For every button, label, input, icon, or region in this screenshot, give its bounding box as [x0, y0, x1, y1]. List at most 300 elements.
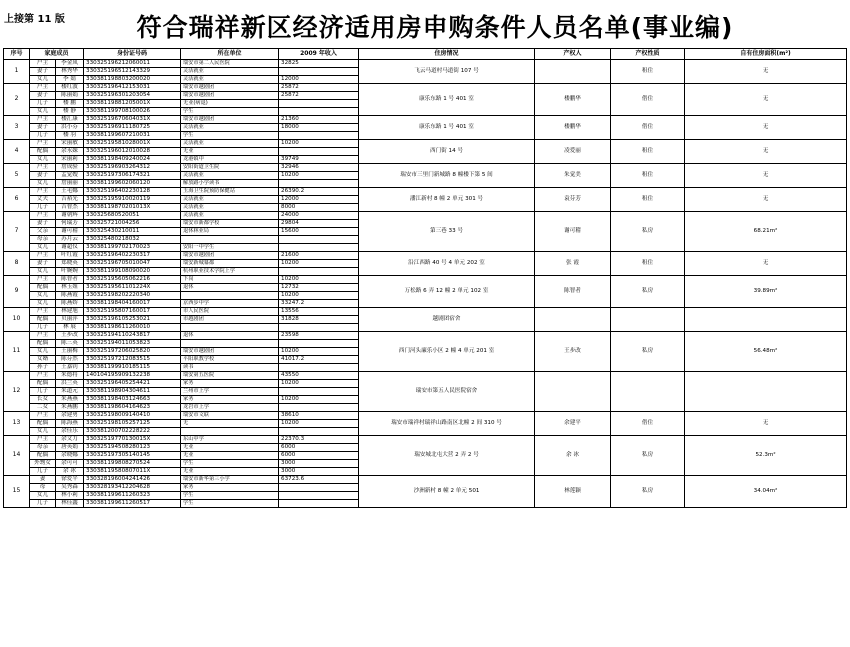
relation-cell: 女婿 — [30, 356, 56, 364]
owner-cell: 张 霞 — [535, 252, 611, 276]
name-cell: 陈三英 — [56, 340, 84, 348]
id-cell: 330325196903264312 — [84, 164, 181, 172]
name-cell: 谢朝辉 — [56, 212, 84, 220]
name-cell: 詹成验 — [56, 164, 84, 172]
relation-cell: 儿子 — [30, 100, 56, 108]
unit-cell: 学生 — [181, 500, 279, 508]
relation-cell: 女儿 — [30, 428, 56, 436]
area-cell: 无 — [685, 164, 847, 188]
table-row — [4, 60, 847, 68]
owner-cell — [535, 308, 611, 332]
unit-cell: 退休 — [181, 284, 279, 292]
page-header — [0, 0, 850, 48]
name-cell: 唐英娟 — [56, 444, 84, 452]
id-cell: 330381199808270524 — [84, 460, 181, 468]
seq-cell: 5 — [4, 164, 30, 188]
name-cell: 陈海燕 — [56, 420, 84, 428]
income-cell: 39749 — [279, 156, 359, 164]
relation-cell: 配偶 — [30, 452, 56, 460]
seq-cell: 11 — [4, 332, 30, 372]
id-cell: 330328196004241426 — [84, 476, 181, 484]
nature-cell: 借住 — [611, 116, 685, 140]
area-cell — [685, 308, 847, 332]
unit-cell — [181, 236, 279, 244]
name-cell: 林玉姐 — [56, 284, 84, 292]
relation-cell: 配偶 — [30, 148, 56, 156]
id-cell: 330325197305140145 — [84, 452, 181, 460]
relation-cell: 女儿 — [30, 492, 56, 500]
id-cell: 330325480218032 — [84, 236, 181, 244]
housing-cell: 瑞安市第五人民医院宿舍 — [359, 372, 535, 412]
relation-cell: 母亲 — [30, 444, 56, 452]
unit-cell: 瑞安市越剧团 — [181, 92, 279, 100]
id-cell: 330381199611260323 — [84, 492, 181, 500]
housing-cell: 沿江西路 40 号 4 单元 202 室 — [359, 252, 535, 276]
housing-cell: 康乐东路 1 号 401 室 — [359, 84, 535, 116]
income-cell: 24000 — [279, 212, 359, 220]
name-cell: 林 展 — [56, 324, 84, 332]
unit-cell: 灵活就业 — [181, 204, 279, 212]
name-cell: 朱燕燕 — [56, 396, 84, 404]
id-cell: 330325194011053823 — [84, 340, 181, 348]
unit-cell: 安阳一中学生 — [181, 244, 279, 252]
relation-cell: 儿子 — [30, 132, 56, 140]
housing-cell: 西门街 14 号 — [359, 140, 535, 164]
income-cell: 12732 — [279, 284, 359, 292]
income-cell — [279, 236, 359, 244]
owner-cell: 谢可稽 — [535, 212, 611, 252]
relation-cell: 母亲 — [30, 236, 56, 244]
id-cell: 330325194110243817 — [84, 332, 181, 340]
relation-cell: 女儿 — [30, 108, 56, 116]
header-row — [4, 49, 847, 60]
relation-cell: 外甥女 — [30, 460, 56, 468]
relation-cell: 父亲 — [30, 228, 56, 236]
name-cell: 楼 羽 — [56, 132, 84, 140]
income-cell: 21600 — [279, 252, 359, 260]
unit-cell: 解放路小学读书 — [181, 180, 279, 188]
income-cell — [279, 148, 359, 156]
relation-cell: 妻子 — [30, 68, 56, 76]
area-cell: 无 — [685, 116, 847, 140]
income-cell: 10200 — [279, 292, 359, 300]
id-cell: 330325195910020119 — [84, 196, 181, 204]
name-cell: 林秀华 — [56, 68, 84, 76]
owner-cell: 陈智者 — [535, 276, 611, 308]
owner-cell: 林莲颖 — [535, 476, 611, 508]
area-cell: 无 — [685, 412, 847, 436]
name-cell: 徐爱平 — [56, 476, 84, 484]
name-cell: 叶红霞 — [56, 252, 84, 260]
income-cell: 12000 — [279, 76, 359, 84]
col-header-seq: 序号 — [4, 49, 30, 60]
relation-cell: 户主 — [30, 252, 56, 260]
col-header-housing: 住房情况 — [359, 49, 535, 60]
housing-cell: 第三巷 33 号 — [359, 212, 535, 252]
name-cell: 王丽梅 — [56, 348, 84, 356]
relation-cell: 户主 — [30, 308, 56, 316]
income-cell — [279, 500, 359, 508]
id-cell: 330381199607210031 — [84, 132, 181, 140]
relation-cell: 配偶 — [30, 380, 56, 388]
unit-cell: 无 — [181, 420, 279, 428]
id-cell: 330325196705010047 — [84, 260, 181, 268]
id-cell: 330325198202220340 — [84, 292, 181, 300]
housing-cell: 西门河头廉乐小区 2 幢 4 单元 201 室 — [359, 332, 535, 372]
id-cell: 330328193412204628 — [84, 484, 181, 492]
income-cell: 33247.2 — [279, 300, 359, 308]
col-header-members: 家庭成员 — [30, 49, 84, 60]
unit-cell: 瑞安第五医院 — [181, 372, 279, 380]
name-cell: 余建勇 — [56, 412, 84, 420]
name-cell: 朱道元 — [56, 388, 84, 396]
relation-cell: 儿子 — [30, 324, 56, 332]
unit-cell: 灵活就业 — [181, 172, 279, 180]
unit-cell: 家务 — [181, 484, 279, 492]
id-cell: 330325195605062216 — [84, 276, 181, 284]
income-cell — [279, 180, 359, 188]
income-cell: 10200 — [279, 260, 359, 268]
relation-cell: 妻 — [30, 476, 56, 484]
income-cell: 3000 — [279, 468, 359, 476]
owner-cell — [535, 60, 611, 84]
unit-cell: 瑞安市新都学校 — [181, 220, 279, 228]
income-cell — [279, 388, 359, 396]
owner-cell: 楼鹏华 — [535, 84, 611, 116]
income-cell — [279, 244, 359, 252]
name-cell: 王步改 — [56, 332, 84, 340]
income-cell — [279, 132, 359, 140]
table-row — [4, 116, 847, 124]
name-cell: 陈芬然 — [56, 356, 84, 364]
name-cell: 谢可稽 — [56, 228, 84, 236]
name-cell: 宋丽莉 — [56, 156, 84, 164]
relation-cell: 妻子 — [30, 92, 56, 100]
relation-cell: 配偶 — [30, 316, 56, 324]
income-cell: 10200 — [279, 276, 359, 284]
table-row — [4, 140, 847, 148]
table-row — [4, 332, 847, 340]
seq-cell: 6 — [4, 188, 30, 212]
unit-cell: 安阳街道卫生院 — [181, 164, 279, 172]
housing-cell: 沙洲新村 8 幢 2 单元 501 — [359, 476, 535, 508]
relation-cell: 户主 — [30, 372, 56, 380]
id-cell: 330325197206025820 — [84, 348, 181, 356]
area-cell: 52.3m² — [685, 436, 847, 476]
id-cell: 330381200702228222 — [84, 428, 181, 436]
relation-cell: 户主 — [30, 60, 56, 68]
income-cell — [279, 108, 359, 116]
id-cell: 330325194508280123 — [84, 444, 181, 452]
name-cell: 郑晓英 — [56, 260, 84, 268]
relation-cell: 女儿 — [30, 268, 56, 276]
income-cell: 15600 — [279, 228, 359, 236]
id-cell: 330381198904304611 — [84, 388, 181, 396]
nature-cell: 租住 — [611, 164, 685, 188]
id-cell: 330325196512143329 — [84, 68, 181, 76]
seq-cell: 1 — [4, 60, 30, 84]
owner-cell: 王步改 — [535, 332, 611, 372]
housing-cell: 飞云马道村马道街 107 号 — [359, 60, 535, 84]
income-cell — [279, 492, 359, 500]
unit-cell: 龙岩市上学 — [181, 404, 279, 412]
id-cell: 33032519770130015X — [84, 436, 181, 444]
name-cell: 何瑞芳 — [56, 220, 84, 228]
seq-cell: 13 — [4, 412, 30, 436]
name-cell: 余可可 — [56, 460, 84, 468]
unit-cell: 学生 — [181, 108, 279, 116]
unit-cell: 无业 — [181, 468, 279, 476]
income-cell: 6000 — [279, 444, 359, 452]
id-cell: 330325196405254421 — [84, 380, 181, 388]
name-cell: 谢超仪 — [56, 244, 84, 252]
income-cell — [279, 364, 359, 372]
col-header-unit: 所在单位 — [181, 49, 279, 60]
owner-cell: 余建平 — [535, 412, 611, 436]
id-cell: 330325680520051 — [84, 212, 181, 220]
table-row — [4, 308, 847, 316]
relation-cell: 女儿 — [30, 292, 56, 300]
housing-cell: 瑞安城北屯大营 2 弄 2 号 — [359, 436, 535, 476]
area-cell: 无 — [685, 84, 847, 116]
col-header-area: 自有住房面积(m²) — [685, 49, 847, 60]
relation-cell: 母 — [30, 484, 56, 492]
nature-cell: 私房 — [611, 212, 685, 252]
name-cell: 余晓娜 — [56, 452, 84, 460]
col-header-nature: 产权性质 — [611, 49, 685, 60]
unit-cell: 瑞安市文联 — [181, 412, 279, 420]
seq-cell: 8 — [4, 252, 30, 276]
unit-cell: 杭州职业技术学院上学 — [181, 268, 279, 276]
income-cell — [279, 268, 359, 276]
relation-cell: 妻子 — [30, 260, 56, 268]
id-cell: 33038119580807011X — [84, 468, 181, 476]
name-cell: 朱燕鹏 — [56, 404, 84, 412]
housing-cell: 万松路 6 弄 12 幢 2 单元 102 室 — [359, 276, 535, 308]
unit-cell: 灵活就业 — [181, 124, 279, 132]
id-cell: 33032519670604031X — [84, 116, 181, 124]
id-cell: 330381198403124663 — [84, 396, 181, 404]
income-cell — [279, 68, 359, 76]
table-row — [4, 476, 847, 484]
nature-cell: 借住 — [611, 84, 685, 116]
id-cell: 330325721004256 — [84, 220, 181, 228]
income-cell: 10200 — [279, 348, 359, 356]
relation-cell: 户主 — [30, 332, 56, 340]
name-cell: 余永妹 — [56, 148, 84, 156]
col-header-id: 身份证号码 — [84, 49, 181, 60]
income-cell: 10200 — [279, 380, 359, 388]
relation-cell: 户主 — [30, 412, 56, 420]
unit-cell: 退休林业局 — [181, 228, 279, 236]
relation-cell: 妻子 — [30, 220, 56, 228]
income-cell: 29804 — [279, 220, 359, 228]
relation-cell: 户主 — [30, 436, 56, 444]
relation-cell: 户主 — [30, 164, 56, 172]
income-cell: 6000 — [279, 452, 359, 460]
id-cell: 33032519561101224X — [84, 284, 181, 292]
nature-cell: 私房 — [611, 436, 685, 476]
relation-cell: 丈夫 — [30, 196, 56, 204]
col-header-income: 2009 年收入 — [279, 49, 359, 60]
income-cell: 3000 — [279, 460, 359, 468]
page-title: 符合瑞祥新区经济适用房申购条件人员名单(事业编) — [136, 13, 734, 42]
name-cell: 陈智者 — [56, 276, 84, 284]
name-cell: 洪小芬 — [56, 124, 84, 132]
relation-cell: 孙子 — [30, 364, 56, 372]
name-cell: 洪兰英 — [56, 380, 84, 388]
name-cell: 余佳乐 — [56, 428, 84, 436]
housing-cell: 越剧团宿舍 — [359, 308, 535, 332]
seq-cell: 9 — [4, 276, 30, 308]
income-cell: 32825 — [279, 60, 359, 68]
income-cell: 63723.6 — [279, 476, 359, 484]
unit-cell: 家务 — [181, 380, 279, 388]
income-cell: 38610 — [279, 412, 359, 420]
name-cell: 王毛娜 — [56, 188, 84, 196]
relation-cell: 户主 — [30, 276, 56, 284]
income-cell: 32946 — [279, 164, 359, 172]
nature-cell: 租住 — [611, 60, 685, 84]
unit-cell: 瑞安市越剧团 — [181, 116, 279, 124]
id-cell: 33032519581028001X — [84, 140, 181, 148]
income-cell: 23598 — [279, 332, 359, 340]
unit-cell: 平阳职教学校 — [181, 356, 279, 364]
relation-cell: 户主 — [30, 140, 56, 148]
unit-cell: 瑞安新城幕都 — [181, 260, 279, 268]
income-cell — [279, 100, 359, 108]
unit-cell: 无业 — [181, 444, 279, 452]
area-cell: 34.04m² — [685, 476, 847, 508]
name-cell: 楼红波 — [56, 84, 84, 92]
id-cell: 33038119870201013X — [84, 204, 181, 212]
name-cell: 詹丽丽 — [56, 180, 84, 188]
name-cell: 楼汇康 — [56, 116, 84, 124]
area-cell: 39.89m² — [685, 276, 847, 308]
unit-cell: 灵活就业 — [181, 212, 279, 220]
id-cell: 330325196105253021 — [84, 316, 181, 324]
relation-cell: 儿子 — [30, 388, 56, 396]
relation-cell: 户主 — [30, 84, 56, 92]
name-cell: 李 婧 — [56, 76, 84, 84]
relation-cell: 女儿 — [30, 156, 56, 164]
owner-cell — [535, 372, 611, 412]
housing-cell: 瑞安市瑞祥村瑞祥山路南区北幢 2 间 310 号 — [359, 412, 535, 436]
relation-cell: 户主 — [30, 212, 56, 220]
id-cell: 330381198611260010 — [84, 324, 181, 332]
income-cell: 25872 — [279, 92, 359, 100]
income-cell: 10200 — [279, 140, 359, 148]
id-cell: 330325430210011 — [84, 228, 181, 236]
name-cell: 吉智杰 — [56, 204, 84, 212]
owner-cell: 凌爱丽 — [535, 140, 611, 164]
unit-cell: 学生 — [181, 492, 279, 500]
owner-cell: 余 冰 — [535, 436, 611, 476]
name-cell: 林小莉 — [56, 492, 84, 500]
nature-cell: 私房 — [611, 476, 685, 508]
relation-cell: 户主 — [30, 116, 56, 124]
unit-cell: 玉海卫生院预防保健站 — [181, 188, 279, 196]
income-cell: 22370.3 — [279, 436, 359, 444]
unit-cell: 东山中学 — [181, 436, 279, 444]
name-cell: 苏月云 — [56, 236, 84, 244]
name-cell: 楼 静 — [56, 108, 84, 116]
unit-cell: 瑞安市越剧团 — [181, 348, 279, 356]
id-cell: 140104195909132238 — [84, 372, 181, 380]
id-cell: 330381199611260517 — [84, 500, 181, 508]
relation-cell: 女儿 — [30, 300, 56, 308]
relation-cell: 户主 — [30, 188, 56, 196]
income-cell: 10200 — [279, 396, 359, 404]
unit-cell: 市人民医院 — [181, 308, 279, 316]
id-cell: 330325196402230317 — [84, 252, 181, 260]
name-cell: 李金凤 — [56, 60, 84, 68]
unit-cell: 龙港镇中 — [181, 156, 279, 164]
income-cell — [279, 428, 359, 436]
nature-cell: 私房 — [611, 276, 685, 308]
area-cell: 无 — [685, 140, 847, 164]
unit-cell: 无业 — [181, 452, 279, 460]
income-cell: 31828 — [279, 316, 359, 324]
id-cell: 330325196402230128 — [84, 188, 181, 196]
table-body — [4, 60, 847, 508]
nature-cell: 私房 — [611, 332, 685, 372]
nature-cell: 借住 — [611, 412, 685, 436]
name-cell: 余 冰 — [56, 468, 84, 476]
housing-cell: 康乐东路 1 号 401 室 — [359, 116, 535, 140]
income-cell — [279, 324, 359, 332]
name-cell: 吉裕光 — [56, 196, 84, 204]
unit-cell: 兰州市上学 — [181, 388, 279, 396]
unit-cell: 瑞安市越剧团 — [181, 84, 279, 92]
name-cell: 林佳鑫 — [56, 500, 84, 508]
unit-cell: 灵活就业 — [181, 68, 279, 76]
unit-cell — [181, 340, 279, 348]
unit-cell: 市越剧团 — [181, 316, 279, 324]
relation-cell: 女儿 — [30, 244, 56, 252]
id-cell: 330381199602060120 — [84, 180, 181, 188]
income-cell — [279, 340, 359, 348]
unit-cell: 灵活就业 — [181, 140, 279, 148]
income-cell: 8000 — [279, 204, 359, 212]
relation-cell: 二女 — [30, 404, 56, 412]
nature-cell: 租住 — [611, 252, 685, 276]
seq-cell: 2 — [4, 84, 30, 116]
table-row — [4, 276, 847, 284]
income-cell: 13556 — [279, 308, 359, 316]
name-cell: 陈燕霞 — [56, 292, 84, 300]
area-cell: 68.21m² — [685, 212, 847, 252]
housing-cell: 瑞安市三里门新城路 8 幢楼下第 5 间 — [359, 164, 535, 188]
relation-cell: 妻子 — [30, 124, 56, 132]
table-row — [4, 252, 847, 260]
area-cell: 无 — [685, 188, 847, 212]
seq-cell: 10 — [4, 308, 30, 332]
name-cell: 吴秀森 — [56, 484, 84, 492]
id-cell: 330325198009140410 — [84, 412, 181, 420]
relation-cell: 长女 — [30, 396, 56, 404]
name-cell: 王嘉钊 — [56, 364, 84, 372]
relation-cell: 儿子 — [30, 204, 56, 212]
table-row — [4, 412, 847, 420]
id-cell: 330325196012010028 — [84, 148, 181, 156]
unit-cell: 无业(病退) — [181, 100, 279, 108]
unit-cell: 无业 — [181, 148, 279, 156]
unit-cell: 京西步中学 — [181, 300, 279, 308]
relation-cell: 妻子 — [30, 172, 56, 180]
table-row — [4, 164, 847, 172]
table-row — [4, 436, 847, 444]
